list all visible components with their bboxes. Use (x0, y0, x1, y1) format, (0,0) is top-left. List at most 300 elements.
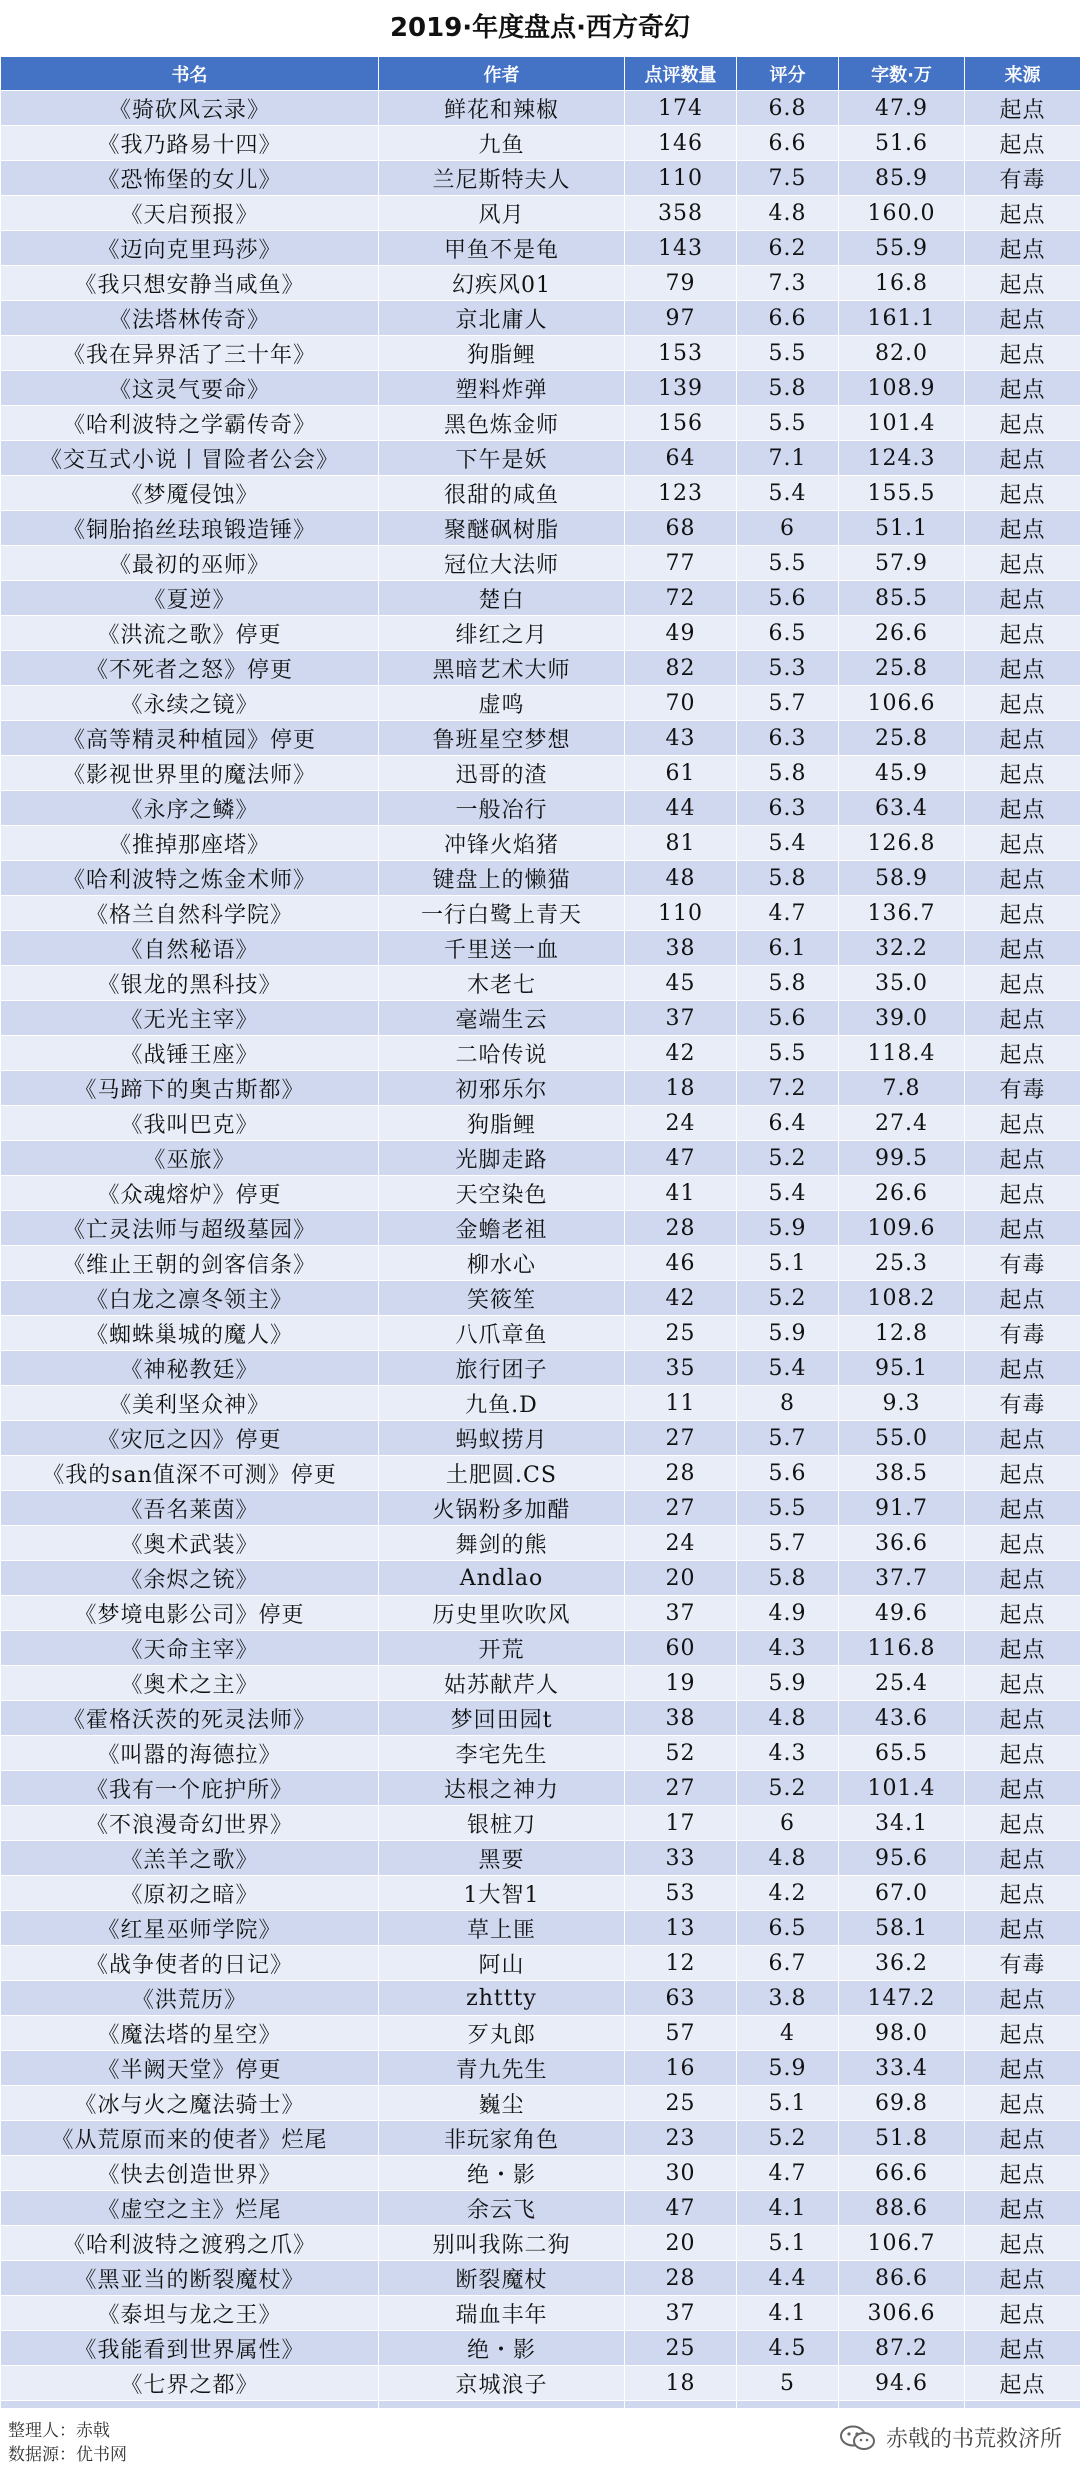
cell-source: 起点 (965, 1631, 1080, 1666)
cell-source: 有毒 (965, 1946, 1080, 1981)
cell-author: 很甜的咸鱼 (379, 476, 625, 511)
cell-word-count: 99.5 (839, 1141, 965, 1176)
cell-word-count: 85.9 (839, 161, 965, 196)
cell-rating: 5.9 (737, 2051, 839, 2086)
table-row (1, 1876, 1080, 1911)
cell-author: 虚鸣 (379, 686, 625, 721)
cell-rating: 5.4 (737, 1351, 839, 1386)
cell-word-count: 57.9 (839, 546, 965, 581)
table-row (1, 1246, 1080, 1281)
cell-source: 起点 (965, 1561, 1080, 1596)
cell-author: 开荒 (379, 1631, 625, 1666)
cell-source: 起点 (965, 1596, 1080, 1631)
cell-rating: 5.1 (737, 2086, 839, 2121)
cell-source: 起点 (965, 1351, 1080, 1386)
cell-word-count: 106.6 (839, 686, 965, 721)
cell-rating: 5.5 (737, 546, 839, 581)
cell-rating: 5.9 (737, 1666, 839, 1701)
cell-rating: 5.4 (737, 1176, 839, 1211)
cell-rating: 6.7 (737, 1946, 839, 1981)
cell-author: 二哈传说 (379, 1036, 625, 1071)
cell-word-count: 108.9 (839, 371, 965, 406)
cell-review-count: 57 (625, 2016, 737, 2051)
cell-author: 梦回田园t (379, 1701, 625, 1736)
cell-word-count: 65.5 (839, 1736, 965, 1771)
cell-title: 《羔羊之歌》 (1, 1841, 379, 1876)
cell-title: 《天启预报》 (1, 196, 379, 231)
cell-title: 《夏逆》 (1, 581, 379, 616)
table-body (1, 91, 1080, 2436)
cell-source: 起点 (965, 616, 1080, 651)
cell-review-count: 13 (625, 1911, 737, 1946)
cell-rating: 5.7 (737, 1421, 839, 1456)
cell-author: 键盘上的懒猫 (379, 861, 625, 896)
cell-review-count: 123 (625, 476, 737, 511)
cell-title: 《银龙的黑科技》 (1, 966, 379, 1001)
cell-review-count: 35 (625, 1351, 737, 1386)
cell-word-count: 39.0 (839, 1001, 965, 1036)
cell-author: 瑞血丰年 (379, 2296, 625, 2331)
cell-rating: 5.6 (737, 1456, 839, 1491)
cell-review-count: 23 (625, 2121, 737, 2156)
cell-review-count: 49 (625, 616, 737, 651)
footer (0, 2408, 1080, 2466)
cell-title: 《这灵气要命》 (1, 371, 379, 406)
cell-word-count: 49.6 (839, 1596, 965, 1631)
cell-author: 歹丸郎 (379, 2016, 625, 2051)
cell-title: 《奥术之主》 (1, 1666, 379, 1701)
cell-word-count: 116.8 (839, 1631, 965, 1666)
cell-review-count: 27 (625, 1771, 737, 1806)
cell-rating: 5.3 (737, 651, 839, 686)
cell-review-count: 153 (625, 336, 737, 371)
table-row (1, 1001, 1080, 1036)
cell-review-count: 156 (625, 406, 737, 441)
cell-review-count: 60 (625, 1631, 737, 1666)
organizer-credit: 整理人：赤戟 (8, 2421, 110, 2441)
cell-source: 起点 (965, 301, 1080, 336)
cell-word-count: 37.7 (839, 1561, 965, 1596)
cell-title: 《梦魇侵蚀》 (1, 476, 379, 511)
cell-author: 鲁班星空梦想 (379, 721, 625, 756)
cell-author: 蚂蚁捞月 (379, 1421, 625, 1456)
cell-rating: 4.2 (737, 1876, 839, 1911)
cell-review-count: 47 (625, 2191, 737, 2226)
cell-rating: 4.3 (737, 1631, 839, 1666)
cell-title: 《洪流之歌》停更 (1, 616, 379, 651)
cell-rating: 7.2 (737, 1071, 839, 1106)
table-row (1, 2156, 1080, 2191)
data-source-credit: 数据源：优书网 (8, 2445, 127, 2465)
cell-rating: 6.4 (737, 1106, 839, 1141)
table-row (1, 1806, 1080, 1841)
cell-title: 《蜘蛛巢城的魔人》 (1, 1316, 379, 1351)
table-row (1, 1666, 1080, 1701)
table-row (1, 1106, 1080, 1141)
cell-author: 八爪章鱼 (379, 1316, 625, 1351)
cell-word-count: 147.2 (839, 1981, 965, 2016)
cell-author: 历史里吹吹风 (379, 1596, 625, 1631)
header-source: 来源 (965, 57, 1080, 91)
cell-title: 《推掉那座塔》 (1, 826, 379, 861)
cell-word-count: 58.1 (839, 1911, 965, 1946)
cell-review-count: 72 (625, 581, 737, 616)
cell-source: 起点 (965, 2331, 1080, 2366)
cell-source: 起点 (965, 1666, 1080, 1701)
table-row (1, 1596, 1080, 1631)
cell-word-count: 95.6 (839, 1841, 965, 1876)
table-row (1, 2366, 1080, 2401)
cell-rating: 8 (737, 1386, 839, 1421)
cell-source: 起点 (965, 1141, 1080, 1176)
cell-review-count: 25 (625, 1316, 737, 1351)
cell-source: 起点 (965, 2366, 1080, 2401)
cell-rating: 5.2 (737, 1281, 839, 1316)
table-row (1, 721, 1080, 756)
cell-rating: 5.5 (737, 1036, 839, 1071)
cell-rating: 5.7 (737, 1526, 839, 1561)
cell-word-count: 51.6 (839, 126, 965, 161)
cell-word-count: 160.0 (839, 196, 965, 231)
cell-source: 有毒 (965, 1316, 1080, 1351)
cell-author: 余云飞 (379, 2191, 625, 2226)
cell-review-count: 20 (625, 2226, 737, 2261)
wechat-icon (838, 2424, 878, 2452)
cell-title: 《高等精灵种植园》停更 (1, 721, 379, 756)
cell-author: 狗脂鲤 (379, 336, 625, 371)
cell-review-count: 28 (625, 1211, 737, 1246)
cell-source: 起点 (965, 1491, 1080, 1526)
table-row (1, 1736, 1080, 1771)
cell-title: 《哈利波特之学霸传奇》 (1, 406, 379, 441)
cell-source: 有毒 (965, 1071, 1080, 1106)
table-header-row (1, 57, 1080, 91)
cell-review-count: 358 (625, 196, 737, 231)
cell-author: 聚醚砜树脂 (379, 511, 625, 546)
header-title: 书名 (1, 57, 379, 91)
cell-title: 《交互式小说丨冒险者公会》 (1, 441, 379, 476)
table-row (1, 651, 1080, 686)
cell-source: 起点 (965, 2261, 1080, 2296)
cell-title: 《快去创造世界》 (1, 2156, 379, 2191)
cell-rating: 4.9 (737, 1596, 839, 1631)
cell-review-count: 70 (625, 686, 737, 721)
cell-title: 《灾厄之囚》停更 (1, 1421, 379, 1456)
cell-rating: 6 (737, 511, 839, 546)
cell-word-count: 124.3 (839, 441, 965, 476)
cell-source: 起点 (965, 91, 1080, 126)
cell-review-count: 110 (625, 896, 737, 931)
table-row (1, 1456, 1080, 1491)
cell-title: 《我在异界活了三十年》 (1, 336, 379, 371)
cell-author: 兰尼斯特夫人 (379, 161, 625, 196)
cell-title: 《永续之镜》 (1, 686, 379, 721)
cell-word-count: 94.6 (839, 2366, 965, 2401)
cell-review-count: 42 (625, 1036, 737, 1071)
cell-source: 有毒 (965, 1246, 1080, 1281)
cell-review-count: 52 (625, 1736, 737, 1771)
cell-rating: 5.8 (737, 1561, 839, 1596)
cell-source: 起点 (965, 686, 1080, 721)
cell-rating: 6.8 (737, 91, 839, 126)
cell-author: 李宅先生 (379, 1736, 625, 1771)
table-row (1, 476, 1080, 511)
cell-title: 《巫旅》 (1, 1141, 379, 1176)
cell-author: 黑暗艺术大师 (379, 651, 625, 686)
table-row (1, 2051, 1080, 2086)
cell-title: 《虚空之主》烂尾 (1, 2191, 379, 2226)
cell-review-count: 82 (625, 651, 737, 686)
cell-author: 楚白 (379, 581, 625, 616)
cell-word-count: 7.8 (839, 1071, 965, 1106)
cell-rating: 4.3 (737, 1736, 839, 1771)
cell-review-count: 81 (625, 826, 737, 861)
cell-rating: 5.6 (737, 1001, 839, 1036)
cell-author: 毫端生云 (379, 1001, 625, 1036)
table-row (1, 2331, 1080, 2366)
cell-title: 《我只想安静当咸鱼》 (1, 266, 379, 301)
cell-review-count: 47 (625, 1141, 737, 1176)
cell-author: 笑筱笙 (379, 1281, 625, 1316)
cell-rating: 7.1 (737, 441, 839, 476)
cell-word-count: 33.4 (839, 2051, 965, 2086)
cell-source: 起点 (965, 1421, 1080, 1456)
table-row (1, 406, 1080, 441)
cell-author: 黑要 (379, 1841, 625, 1876)
cell-review-count: 37 (625, 2296, 737, 2331)
cell-author: 京城浪子 (379, 2366, 625, 2401)
cell-rating: 6.6 (737, 301, 839, 336)
cell-author: 旅行团子 (379, 1351, 625, 1386)
cell-author: 阿山 (379, 1946, 625, 1981)
cell-author: 光脚走路 (379, 1141, 625, 1176)
cell-rating: 5.5 (737, 1491, 839, 1526)
cell-review-count: 79 (625, 266, 737, 301)
table-row (1, 791, 1080, 826)
cell-review-count: 110 (625, 161, 737, 196)
table-row (1, 616, 1080, 651)
cell-review-count: 33 (625, 1841, 737, 1876)
cell-word-count: 161.1 (839, 301, 965, 336)
cell-rating: 4 (737, 2016, 839, 2051)
table-row (1, 2086, 1080, 2121)
cell-author: Andlao (379, 1561, 625, 1596)
cell-rating: 5.4 (737, 476, 839, 511)
cell-source: 起点 (965, 721, 1080, 756)
cell-author: 塑料炸弹 (379, 371, 625, 406)
table-row (1, 1561, 1080, 1596)
cell-title: 《我能看到世界属性》 (1, 2331, 379, 2366)
cell-review-count: 25 (625, 2331, 737, 2366)
cell-title: 《余烬之铳》 (1, 1561, 379, 1596)
cell-source: 起点 (965, 1911, 1080, 1946)
cell-source: 起点 (965, 266, 1080, 301)
cell-review-count: 44 (625, 791, 737, 826)
cell-title: 《永序之鳞》 (1, 791, 379, 826)
cell-review-count: 38 (625, 1701, 737, 1736)
cell-title: 《恐怖堡的女儿》 (1, 161, 379, 196)
cell-review-count: 12 (625, 1946, 737, 1981)
cell-word-count: 136.7 (839, 896, 965, 931)
cell-title: 《骑砍风云录》 (1, 91, 379, 126)
cell-source: 起点 (965, 896, 1080, 931)
cell-word-count: 16.8 (839, 266, 965, 301)
cell-title: 《众魂熔炉》停更 (1, 1176, 379, 1211)
cell-word-count: 47.9 (839, 91, 965, 126)
cell-source: 起点 (965, 1211, 1080, 1246)
ranking-table (0, 56, 1080, 2436)
cell-rating: 6.1 (737, 931, 839, 966)
cell-source: 起点 (965, 196, 1080, 231)
cell-rating: 4.7 (737, 896, 839, 931)
cell-word-count: 91.7 (839, 1491, 965, 1526)
table-row (1, 1386, 1080, 1421)
cell-title: 《战锤王座》 (1, 1036, 379, 1071)
cell-word-count: 63.4 (839, 791, 965, 826)
cell-review-count: 146 (625, 126, 737, 161)
cell-word-count: 45.9 (839, 756, 965, 791)
table-row (1, 1631, 1080, 1666)
cell-source: 起点 (965, 1526, 1080, 1561)
cell-review-count: 38 (625, 931, 737, 966)
cell-source: 起点 (965, 1456, 1080, 1491)
cell-word-count: 118.4 (839, 1036, 965, 1071)
cell-word-count: 36.6 (839, 1526, 965, 1561)
table-row (1, 1211, 1080, 1246)
cell-author: 达根之神力 (379, 1771, 625, 1806)
cell-title: 《影视世界里的魔法师》 (1, 756, 379, 791)
cell-word-count: 87.2 (839, 2331, 965, 2366)
cell-author: 绯红之月 (379, 616, 625, 651)
cell-rating: 4.1 (737, 2191, 839, 2226)
cell-title: 《我的san值深不可测》停更 (1, 1456, 379, 1491)
cell-rating: 4.5 (737, 2331, 839, 2366)
cell-title: 《叫嚣的海德拉》 (1, 1736, 379, 1771)
cell-review-count: 19 (625, 1666, 737, 1701)
cell-source: 起点 (965, 1876, 1080, 1911)
cell-author: 一般冶行 (379, 791, 625, 826)
cell-rating: 6.6 (737, 126, 839, 161)
cell-source: 起点 (965, 2296, 1080, 2331)
cell-rating: 6.2 (737, 231, 839, 266)
cell-source: 起点 (965, 406, 1080, 441)
cell-title: 《白龙之凛冬领主》 (1, 1281, 379, 1316)
cell-title: 《铜胎掐丝珐琅锻造锤》 (1, 511, 379, 546)
brand-name: 赤戟的书荒救济所 (885, 2427, 1062, 2452)
cell-author: 柳水心 (379, 1246, 625, 1281)
cell-author: 土肥圆.CS (379, 1456, 625, 1491)
cell-author: 非玩家角色 (379, 2121, 625, 2156)
cell-word-count: 69.8 (839, 2086, 965, 2121)
cell-author: 木老七 (379, 966, 625, 1001)
table-row (1, 1316, 1080, 1351)
table-row (1, 546, 1080, 581)
cell-word-count: 82.0 (839, 336, 965, 371)
cell-word-count: 101.4 (839, 1771, 965, 1806)
cell-word-count: 25.8 (839, 721, 965, 756)
table-row (1, 1421, 1080, 1456)
cell-review-count: 28 (625, 2261, 737, 2296)
cell-rating: 5.9 (737, 1316, 839, 1351)
cell-review-count: 27 (625, 1491, 737, 1526)
cell-source: 起点 (965, 2226, 1080, 2261)
cell-rating: 5 (737, 2366, 839, 2401)
cell-source: 起点 (965, 546, 1080, 581)
table-row (1, 1491, 1080, 1526)
cell-author: 千里送一血 (379, 931, 625, 966)
cell-rating: 7.5 (737, 161, 839, 196)
cell-title: 《奥术武装》 (1, 1526, 379, 1561)
cell-word-count: 12.8 (839, 1316, 965, 1351)
cell-word-count: 25.4 (839, 1666, 965, 1701)
cell-review-count: 41 (625, 1176, 737, 1211)
table-row (1, 931, 1080, 966)
table-row (1, 1911, 1080, 1946)
cell-rating: 4.8 (737, 196, 839, 231)
cell-source: 起点 (965, 756, 1080, 791)
cell-rating: 5.2 (737, 1141, 839, 1176)
cell-source: 起点 (965, 511, 1080, 546)
cell-review-count: 18 (625, 2366, 737, 2401)
cell-word-count: 32.2 (839, 931, 965, 966)
cell-review-count: 30 (625, 2156, 737, 2191)
cell-author: 火锅粉多加醋 (379, 1491, 625, 1526)
cell-author: 姑苏献芹人 (379, 1666, 625, 1701)
cell-title: 《法塔林传奇》 (1, 301, 379, 336)
table-row (1, 581, 1080, 616)
cell-word-count: 26.6 (839, 1176, 965, 1211)
cell-rating: 5.2 (737, 2121, 839, 2156)
cell-rating: 6.5 (737, 616, 839, 651)
cell-author: 风月 (379, 196, 625, 231)
cell-word-count: 85.5 (839, 581, 965, 616)
cell-author: 甲鱼不是龟 (379, 231, 625, 266)
header-word-count: 字数·万 (839, 57, 965, 91)
cell-source: 起点 (965, 826, 1080, 861)
cell-source: 起点 (965, 1841, 1080, 1876)
table-row (1, 2226, 1080, 2261)
cell-word-count: 109.6 (839, 1211, 965, 1246)
table-row (1, 1036, 1080, 1071)
cell-source: 起点 (965, 126, 1080, 161)
cell-source: 起点 (965, 1981, 1080, 2016)
table-row (1, 91, 1080, 126)
cell-word-count: 306.6 (839, 2296, 965, 2331)
cell-rating: 5.1 (737, 2226, 839, 2261)
table-row (1, 511, 1080, 546)
cell-review-count: 45 (625, 966, 737, 1001)
table-row (1, 1281, 1080, 1316)
table-row (1, 336, 1080, 371)
cell-review-count: 11 (625, 1386, 737, 1421)
cell-rating: 5.4 (737, 826, 839, 861)
table-row (1, 756, 1080, 791)
cell-title: 《天命主宰》 (1, 1631, 379, 1666)
cell-rating: 3.8 (737, 1981, 839, 2016)
cell-title: 《从荒原而来的使者》烂尾 (1, 2121, 379, 2156)
cell-review-count: 27 (625, 1421, 737, 1456)
cell-rating: 5.1 (737, 1246, 839, 1281)
cell-review-count: 37 (625, 1596, 737, 1631)
cell-rating: 4.1 (737, 2296, 839, 2331)
cell-word-count: 38.5 (839, 1456, 965, 1491)
table-row (1, 126, 1080, 161)
cell-author: 鲜花和辣椒 (379, 91, 625, 126)
cell-rating: 5.2 (737, 1771, 839, 1806)
cell-word-count: 66.6 (839, 2156, 965, 2191)
cell-source: 起点 (965, 581, 1080, 616)
cell-source: 起点 (965, 2191, 1080, 2226)
